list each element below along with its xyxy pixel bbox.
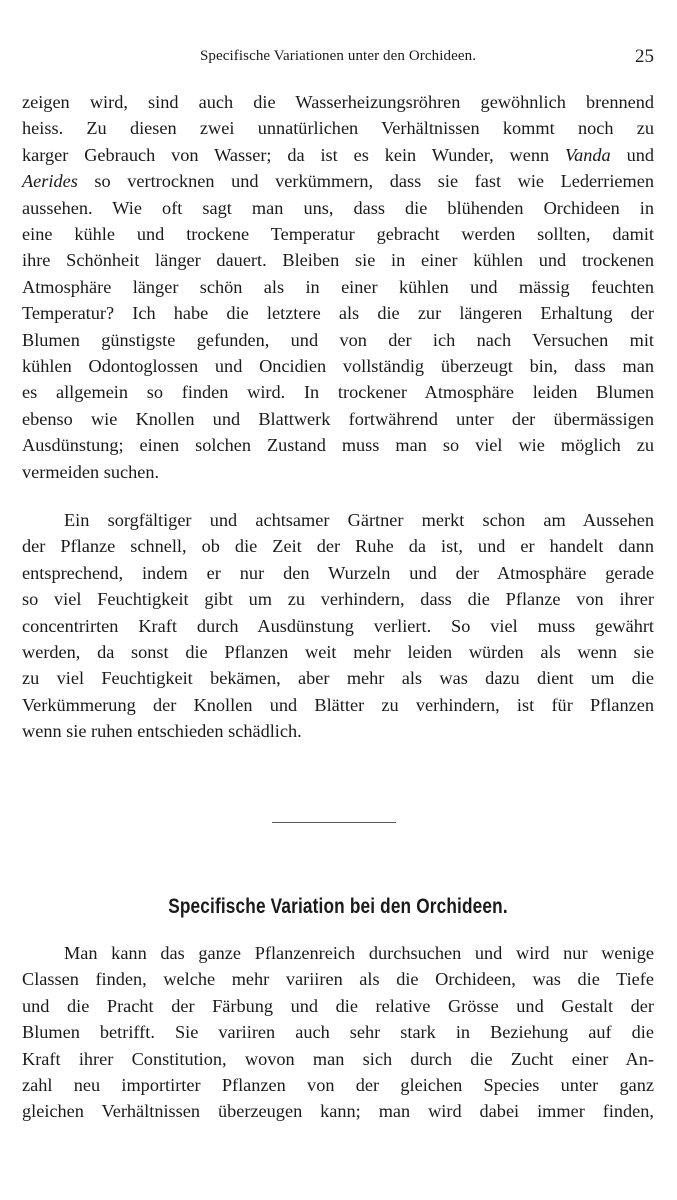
text-line: heiss. Zu diesen zwei unnatürlichen Verhältnissen kommt noch zu (22, 118, 654, 139)
text-line: zeigen wird, sind auch die Wasserheizungsröhren gewöhnlich brennend (22, 92, 654, 112)
running-title: Specifische Variationen unter den Orchideen. (199, 48, 477, 64)
text-line: ihre Schönheit länger dauert. Bleiben sie in einer kühlen und trockenen (22, 250, 654, 271)
page-number: 25 (635, 46, 654, 67)
text-line: Classen finden, welche mehr variiren als die Orchideen, was die Tiefe (22, 969, 654, 990)
italic-word: Aerides (22, 171, 78, 192)
paragraph-3-text (22, 940, 654, 1125)
text-line: so viel Feuchtigkeit gibt um zu verhindern, dass die Pflanze von ihrer (22, 589, 654, 610)
text-line: Blumen günstigste gefunden, und von der ich nach Versuchen mit (22, 329, 654, 350)
section-divider (272, 822, 396, 823)
paragraph-2 (22, 507, 654, 745)
text-line: Man kann das ganze Pflanzenreich durchsuchen und wird nur wenige (64, 943, 654, 963)
text-line: Ein sorgfältiger und achtsamer Gärtner merkt schon am Aussehen (64, 510, 654, 530)
text-line: wenn sie ruhen entschieden schädlich. (22, 721, 302, 742)
paragraph-1-text (22, 89, 654, 485)
text-line: der Pflanze schnell, ob die Zeit der Ruhe da ist, und er handelt dann (22, 536, 654, 557)
text-line: kühlen Odontoglossen und Oncidien vollständig überzeugt bin, dass man (22, 356, 654, 377)
paragraph-3 (22, 940, 654, 1125)
text-line: Kraft ihrer Constitution, wovon man sich durch die Zucht einer An- (22, 1048, 654, 1069)
text-line: gleichen Verhältnissen überzeugen kann; man wird dabei immer finden, (22, 1101, 654, 1122)
section-heading: Specifische Variation bei den Orchideen. (168, 895, 508, 918)
text-line: werden, da sonst die Pflanzen weit mehr leiden würden als wenn sie (22, 642, 654, 663)
text-line: vermeiden suchen. (22, 461, 160, 482)
italic-word: Vanda (565, 144, 611, 165)
paragraph-2-text (22, 507, 654, 745)
paragraph-1 (22, 89, 654, 485)
text-line: entsprechend, indem er nur den Wurzeln und der Atmosphäre gerade (22, 562, 654, 583)
text-line: Verkümmerung der Knollen und Blätter zu verhindern, ist für Pflanzen (22, 694, 654, 715)
text-line: Ausdünstung; einen solchen Zustand muss man so viel wie möglich zu (22, 435, 654, 456)
text-line: und die Pracht der Färbung und die relative Grösse und Gestalt der (22, 995, 654, 1016)
text-line: eine kühle und trockene Temperatur gebracht werden sollten, damit (22, 224, 654, 245)
text-line: Blumen betrifft. Sie variiren auch sehr stark in Beziehung auf die (22, 1022, 654, 1043)
text-line: es allgemein so finden wird. In trockener Atmosphäre leiden Blumen (22, 382, 654, 403)
text-line: zahl neu importirter Pflanzen von der gleichen Species unter ganz (22, 1075, 654, 1096)
running-head (22, 48, 654, 72)
text-line: aussehen. Wie oft sagt man uns, dass die blühenden Orchideen in (22, 197, 654, 218)
text-line: ebenso wie Knollen und Blattwerk fortwährend unter der übermässigen (22, 408, 654, 429)
text-line: concentrirten Kraft durch Ausdünstung verliert. So viel muss gewährt (22, 615, 654, 636)
text-line: Temperatur? Ich habe die letztere als die zur längeren Erhaltung der (22, 303, 654, 324)
text-line: Aerides so vertrocknen und verkümmern, dass sie fast wie Lederriemen (22, 171, 654, 192)
text-line: zu viel Feuchtigkeit bekämen, aber mehr als was dazu dient um die (22, 668, 654, 689)
text-line: karger Gebrauch von Wasser; da ist es kein Wunder, wenn Vanda und (22, 144, 654, 165)
text-line: Atmosphäre länger schön als in einer kühlen und mässig feuchten (22, 276, 654, 297)
